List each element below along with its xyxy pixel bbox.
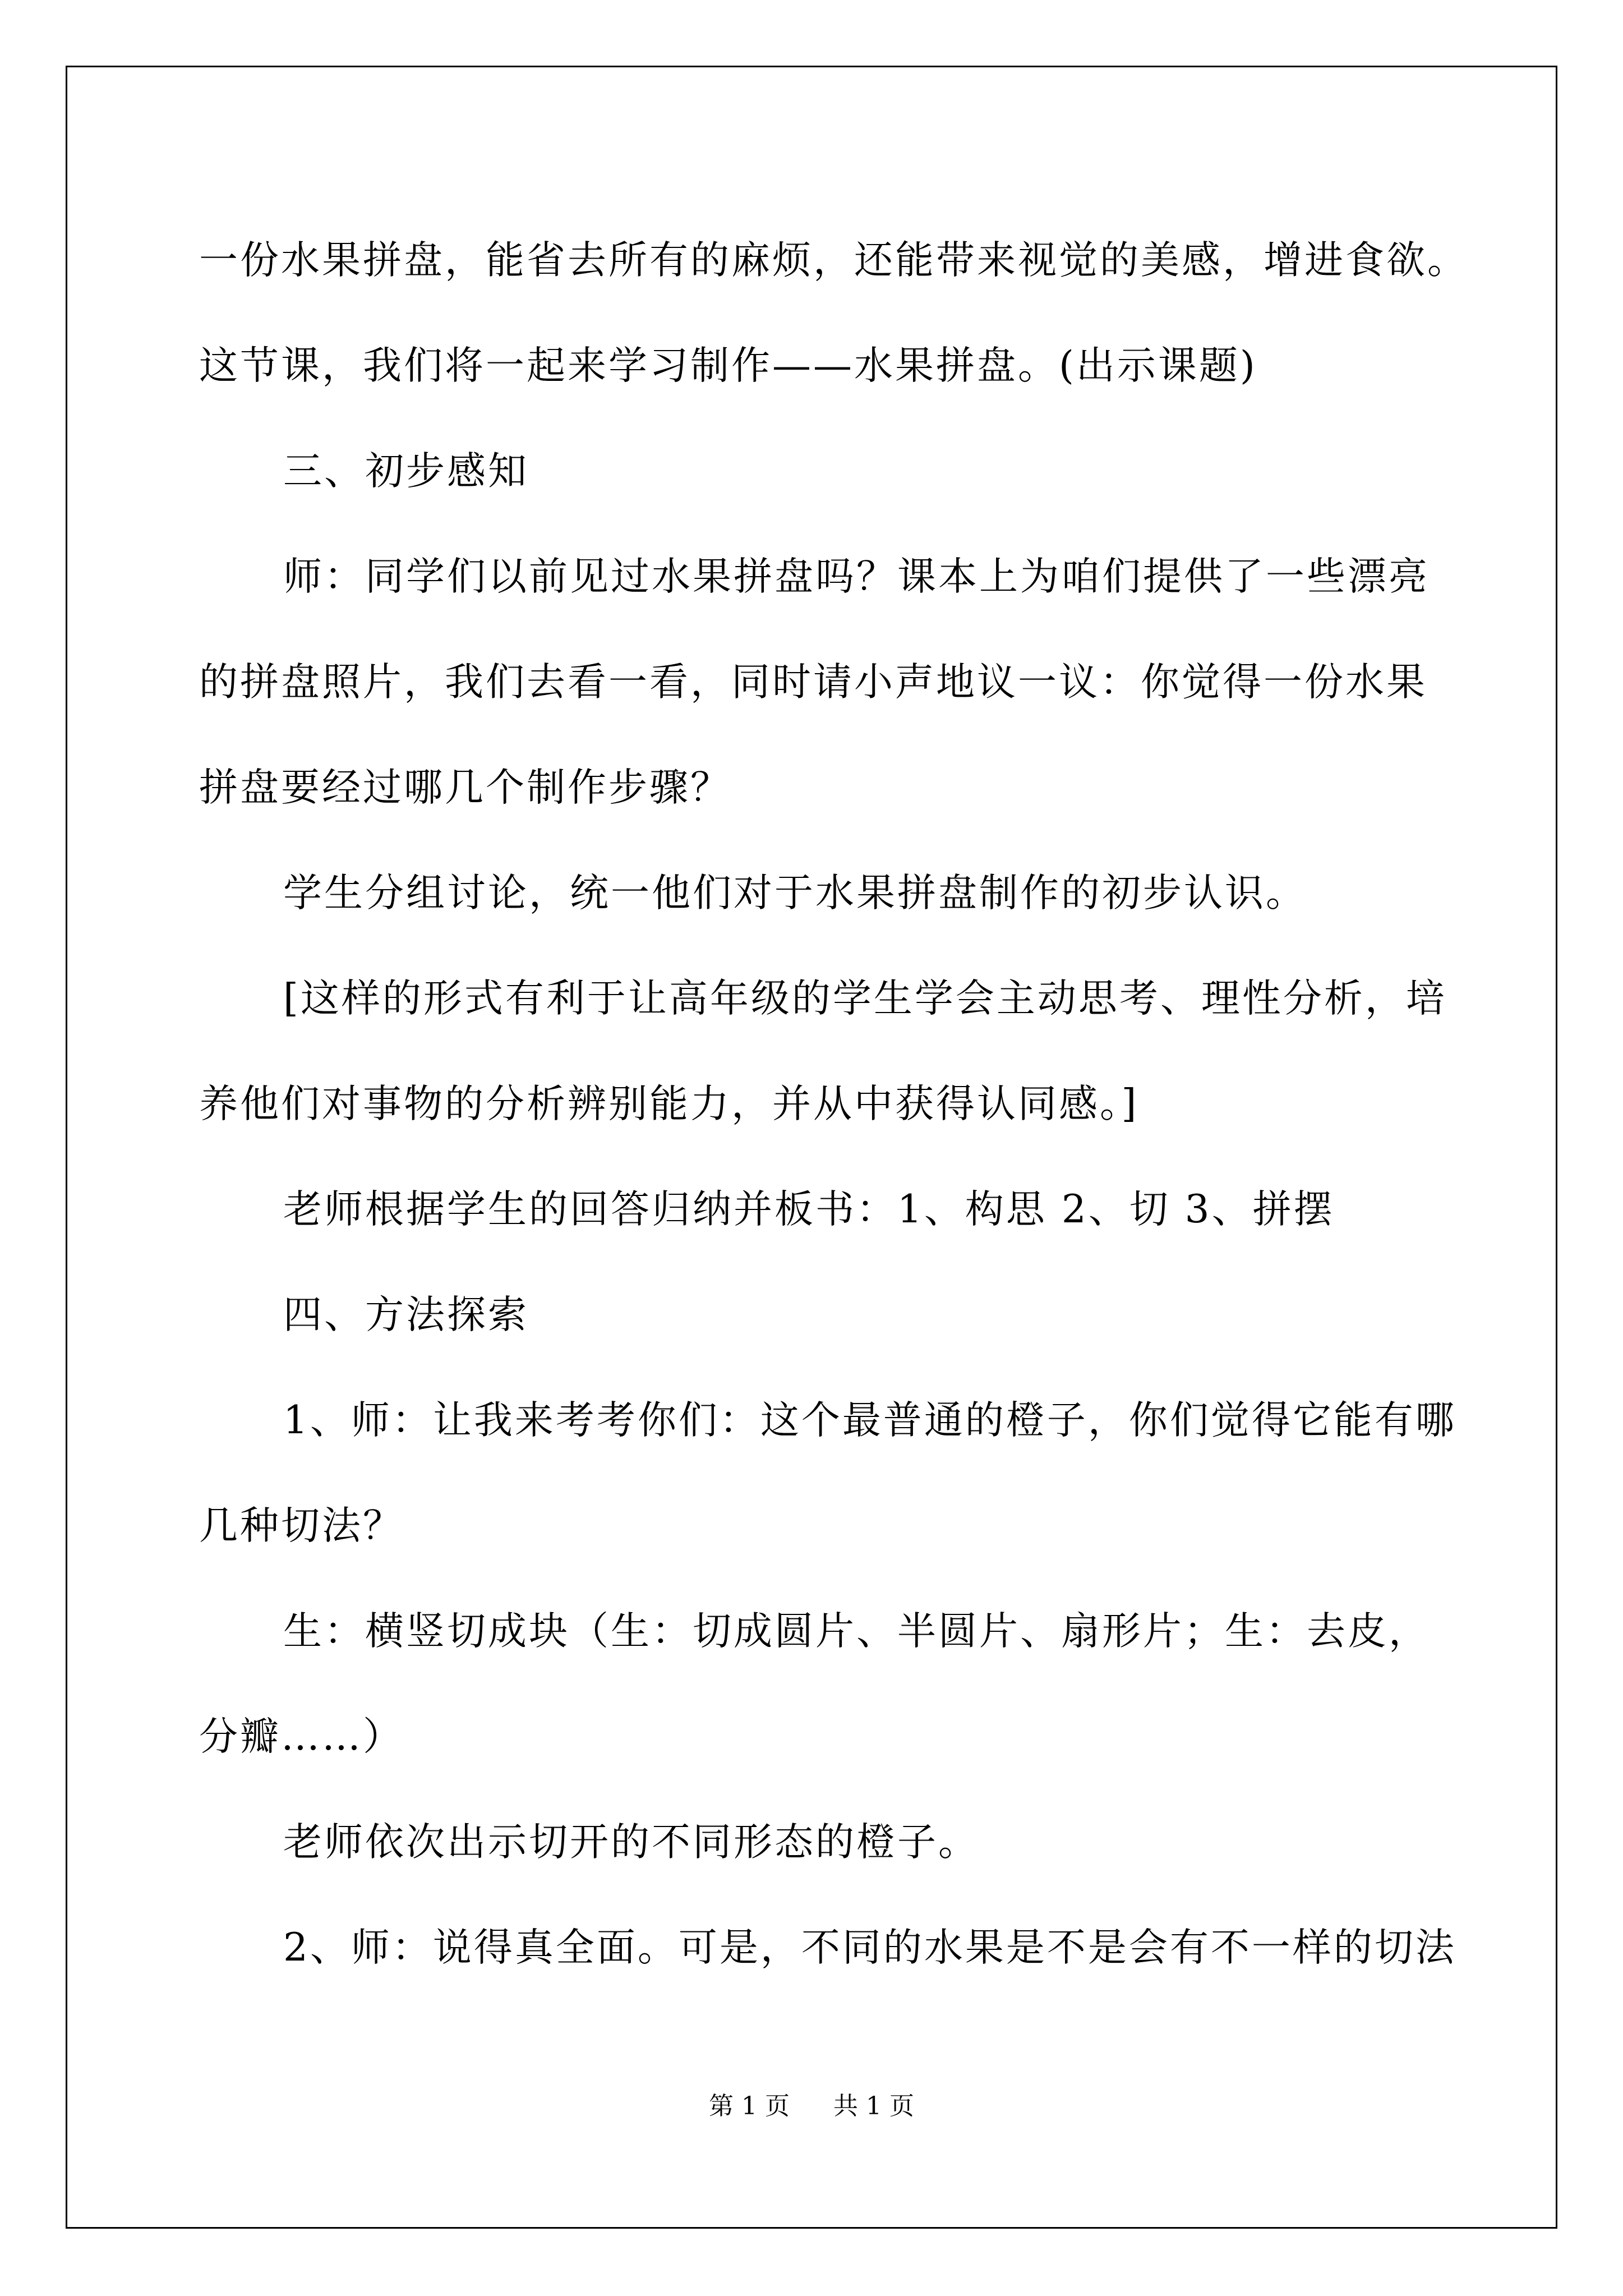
text-line: 老师根据学生的回答归纳并板书：1、构思 2、切 3、拼摆 — [283, 1187, 1335, 1232]
text-line: 的拼盘照片，我们去看一看，同时请小声地议一议：你觉得一份水果 — [199, 660, 1427, 705]
text-line: 一份水果拼盘，能省去所有的麻烦，还能带来视觉的美感，增进食欲。 — [199, 238, 1468, 283]
text-line: 几种切法？ — [199, 1503, 404, 1548]
text-line: 生：横竖切成块（生：切成圆片、半圆片、扇形片；生：去皮， — [283, 1609, 1430, 1654]
text-line: 养他们对事物的分析辨别能力，并从中获得认同感。] — [199, 1082, 1139, 1126]
section-heading: 四、方法探索 — [283, 1292, 529, 1337]
document-body — [199, 208, 1468, 2000]
text-line: 师：同学们以前见过水果拼盘吗？课本上为咱们提供了一些漂亮 — [283, 554, 1430, 599]
section-heading: 三、初步感知 — [283, 449, 529, 494]
page-total: 共 1 页 — [833, 2092, 914, 2120]
text-line: 这节课，我们将一起来学习制作——水果拼盘。(出示课题) — [199, 343, 1257, 388]
page-footer — [0, 2090, 1623, 2123]
text-line: 老师依次出示切开的不同形态的橙子。 — [283, 1820, 979, 1865]
text-line: 1、师：让我来考考你们：这个最普通的橙子，你们觉得它能有哪 — [283, 1398, 1456, 1443]
text-line: 拼盘要经过哪几个制作步骤？ — [199, 765, 731, 810]
text-line: 分瓣……） — [199, 1714, 404, 1759]
text-line: 学生分组讨论，统一他们对于水果拼盘制作的初步认识。 — [283, 871, 1307, 915]
text-line: [这样的形式有利于让高年级的学生学会主动思考、理性分析，培 — [283, 976, 1447, 1021]
page-number: 第 1 页 — [709, 2092, 790, 2120]
text-line: 2、师：说得真全面。可是，不同的水果是不是会有不一样的切法 — [283, 1925, 1456, 1970]
